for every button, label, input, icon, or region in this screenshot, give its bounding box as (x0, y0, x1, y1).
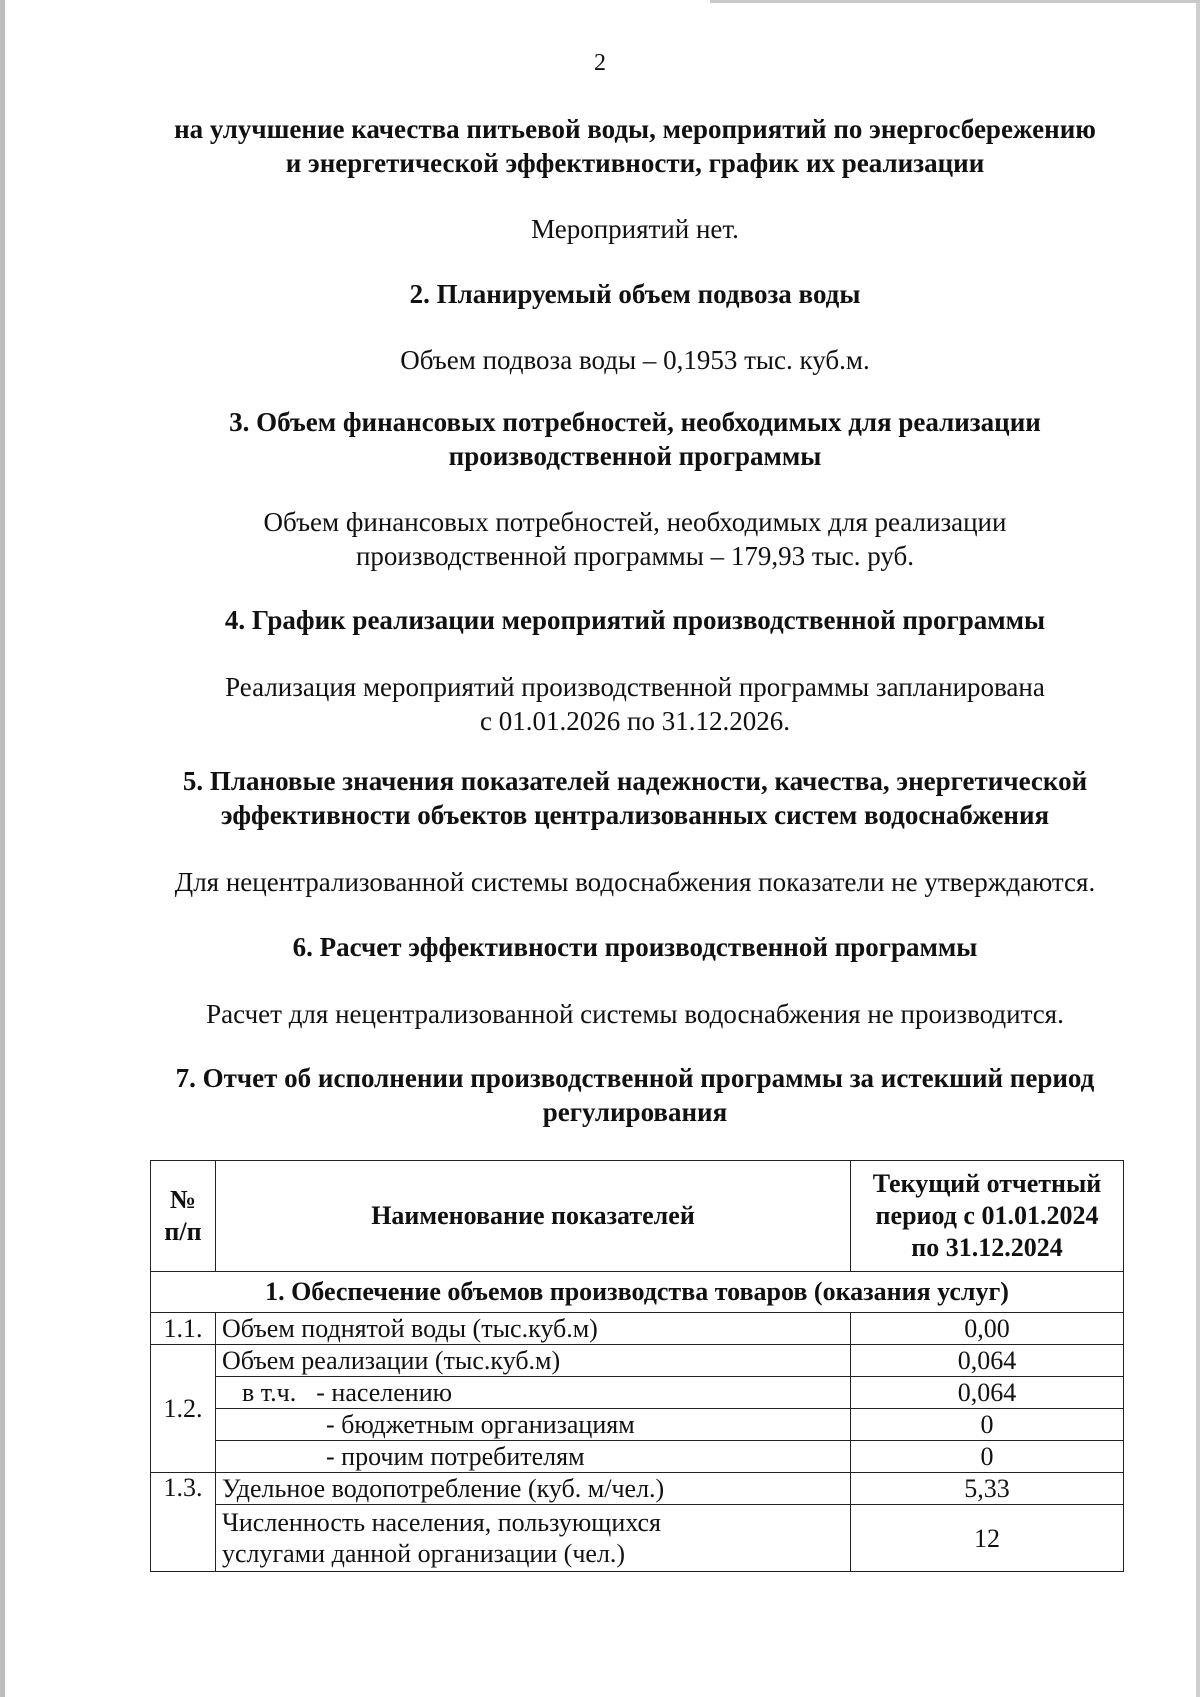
row-num: 1.2. (151, 1345, 216, 1473)
row-value: 0 (851, 1441, 1124, 1473)
section3-text (150, 505, 1120, 573)
row-num: 1.3. (151, 1473, 216, 1572)
row-value: 12 (851, 1505, 1124, 1572)
section5-heading-line1: 5. Плановые значения показателей надежности, качества, энергетической (182, 766, 1088, 796)
intro-heading-line1: на улучшение качества питьевой воды, мероприятий по энергосбережению (174, 114, 1096, 144)
row-name: - прочим потребителям (216, 1441, 851, 1473)
intro-heading-line2: и энергетической эффективности, график их реализации (285, 148, 985, 178)
row-name: - бюджетным организациям (216, 1409, 851, 1441)
row-name: Удельное водопотребление (куб. м/чел.) (216, 1473, 851, 1505)
header-name: Наименование показателей (216, 1161, 851, 1272)
section4-text (150, 670, 1120, 738)
row-subname: - населению (316, 1377, 453, 1407)
table-row (151, 1345, 1124, 1377)
table-row (151, 1505, 1124, 1572)
table-section-row (151, 1272, 1124, 1313)
section3-text-line1: Объем финансовых потребностей, необходимых для реализации (263, 507, 1007, 537)
section2-heading: 2. Планируемый объем подвоза воды (409, 279, 861, 309)
section6-text: Расчет для нецентрализованной системы водоснабжения не производится. (206, 999, 1064, 1029)
table-row (151, 1409, 1124, 1441)
section7-heading (150, 1061, 1120, 1129)
row-value: 0,064 (851, 1345, 1124, 1377)
intro-text: Мероприятий нет. (531, 214, 739, 244)
scan-edge-right (1196, 0, 1200, 1697)
section3-heading (150, 405, 1120, 473)
row-name: Объем поднятой воды (тыс.куб.м) (216, 1313, 851, 1345)
section3-text-line2: производственной программы – 179,93 тыс. руб. (355, 541, 915, 571)
row-value: 0,00 (851, 1313, 1124, 1345)
section2-text: Объем подвоза воды – 0,1953 тыс. куб.м. (400, 345, 870, 375)
table-row (151, 1377, 1124, 1409)
section5-heading-line2: эффективности объектов централизованных систем водоснабжения (220, 800, 1050, 830)
section6-heading: 6. Расчет эффективности производственной программы (292, 932, 978, 962)
row-value: 0,064 (851, 1377, 1124, 1409)
header-period: Текущий отчетный период с 01.01.2024 по 31.12.2024 (851, 1161, 1124, 1272)
section4-text-line2: с 01.01.2026 по 31.12.2026. (480, 706, 790, 736)
scan-edge-top (710, 0, 1200, 3)
section-title: 1. Обеспечение объемов производства товаров (оказания услуг) (151, 1272, 1124, 1313)
row-lead: в т.ч. (242, 1377, 297, 1407)
section5-heading (150, 764, 1120, 832)
table-row (151, 1313, 1124, 1345)
scan-edge-left (0, 0, 5, 1697)
section3-heading-line2: производственной программы (448, 441, 822, 471)
table-row (151, 1441, 1124, 1473)
table-row (151, 1473, 1124, 1505)
row-value: 0 (851, 1409, 1124, 1441)
section5-text: Для нецентрализованной системы водоснабжения показатели не утверждаются. (174, 867, 1096, 897)
section3-heading-line1: 3. Объем финансовых потребностей, необходимых для реализации (229, 407, 1041, 437)
page-number: 2 (594, 50, 606, 76)
row-value: 5,33 (851, 1473, 1124, 1505)
row-name: Численность населения, пользующихся услугами данной организации (чел.) (216, 1505, 851, 1572)
intro-heading (150, 112, 1120, 180)
table-header-row (151, 1161, 1124, 1272)
section4-text-line1: Реализация мероприятий производственной программы запланирована (225, 672, 1045, 702)
report-table (150, 1160, 1124, 1572)
row-num: 1.1. (151, 1313, 216, 1345)
row-name: Объем реализации (тыс.куб.м) (216, 1345, 851, 1377)
section7-heading-line2: регулирования (542, 1097, 728, 1127)
header-num: № п/п (151, 1161, 216, 1272)
section4-heading: 4. График реализации мероприятий производственной программы (224, 605, 1046, 635)
section7-heading-line1: 7. Отчет об исполнении производственной программы за истекший период (175, 1063, 1095, 1093)
row-name (216, 1377, 851, 1409)
